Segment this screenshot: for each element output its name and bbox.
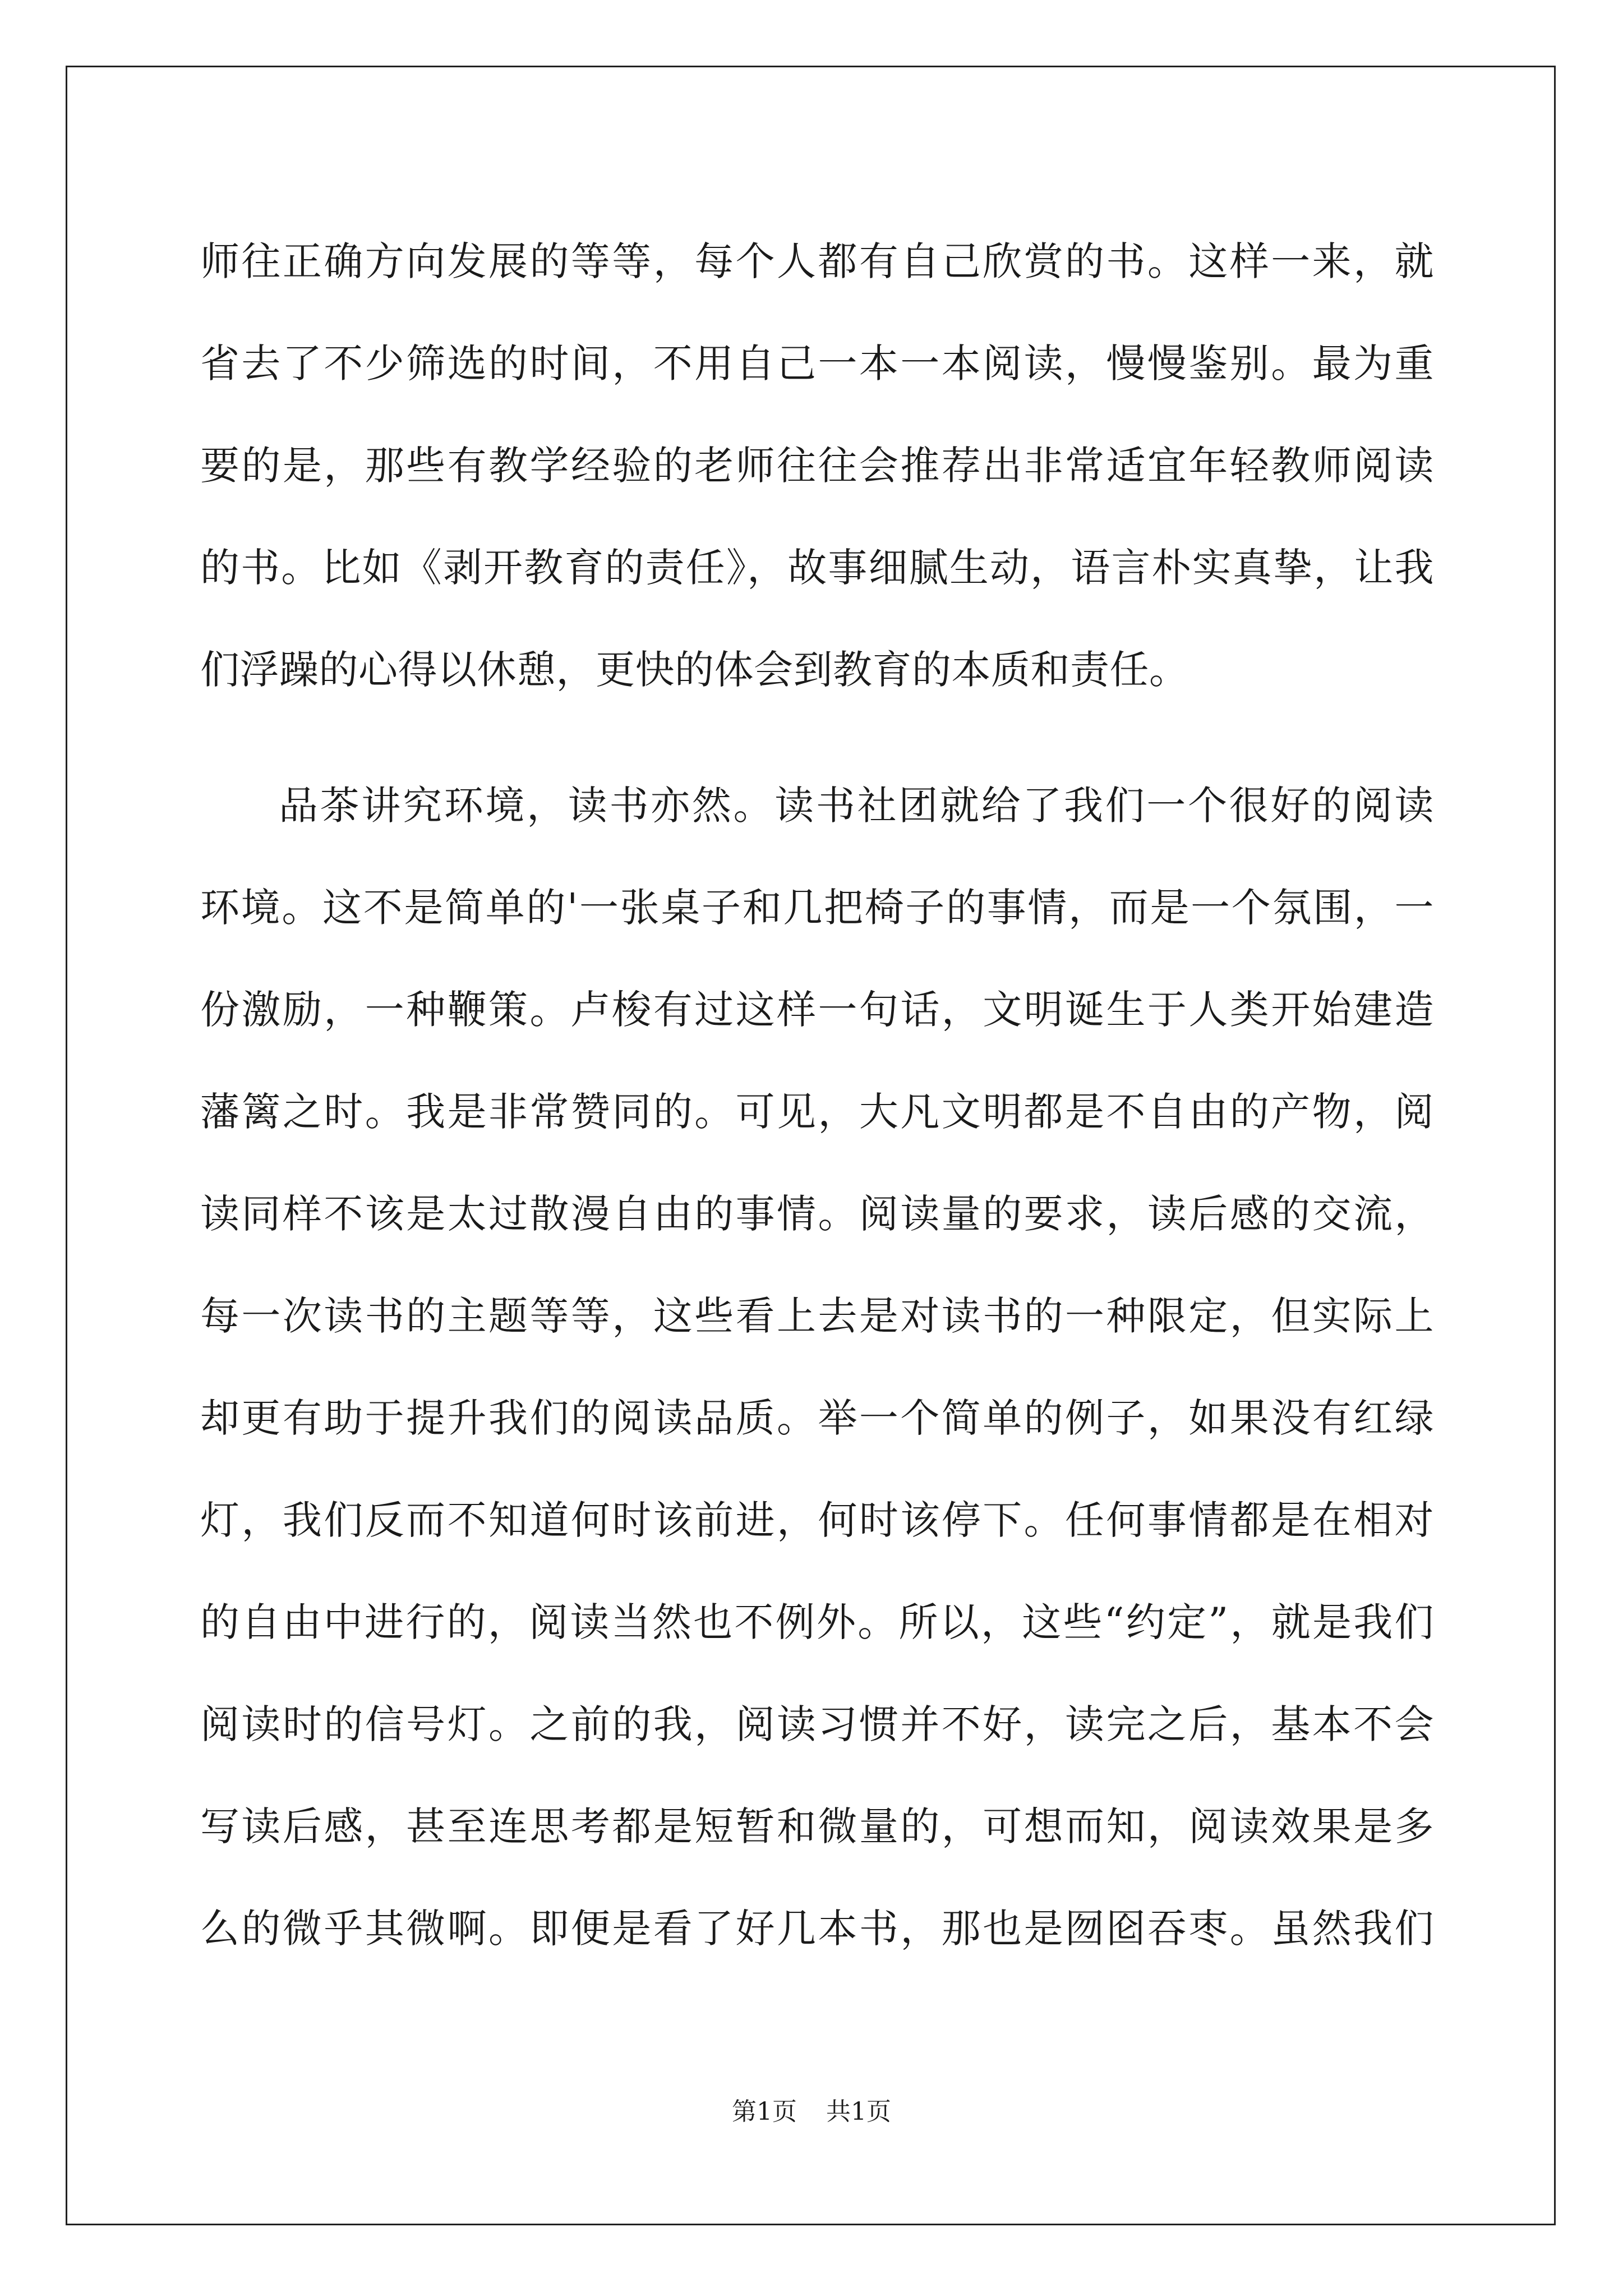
- text-line: 的自由中进行的，阅读当然也不例外。所以，这些“约定”，就是我们: [200, 1599, 1434, 1645]
- text-line: 份激励，一种鞭策。卢梭有过这样一句话，文明诞生于人类开始建造: [200, 987, 1434, 1033]
- text-line: 们浮躁的心得以休憩，更快的体会到教育的本质和责任。: [200, 647, 1189, 693]
- page-footer: [0, 2095, 1623, 2129]
- text-line: 么的微乎其微啊。即便是看了好几本书，那也是囫囵吞枣。虽然我们: [200, 1906, 1434, 1952]
- text-line: 写读后感，甚至连思考都是短暂和微量的，可想而知，阅读效果是多: [200, 1803, 1434, 1849]
- paragraph-1: [200, 210, 1434, 721]
- text-line: 要的是，那些有教学经验的老师往往会推荐出非常适宜年轻教师阅读: [200, 443, 1434, 489]
- text-line: 灯，我们反而不知道何时该前进，何时该停下。任何事情都是在相对: [200, 1497, 1434, 1543]
- document-body: [200, 210, 1434, 1980]
- text-line: 却更有助于提升我们的阅读品质。举一个简单的例子，如果没有红绿: [200, 1395, 1434, 1441]
- text-line: 环境。这不是简单的'一张桌子和几把椅子的事情，而是一个氛围，一: [200, 885, 1434, 931]
- page-total: 共1页: [826, 2097, 891, 2126]
- text-line: 藩篱之时。我是非常赞同的。可见，大凡文明都是不自由的产物，阅: [200, 1089, 1434, 1135]
- text-line: 省去了不少筛选的时间，不用自己一本一本阅读，慢慢鉴别。最为重: [200, 341, 1434, 386]
- paragraph-2: [200, 754, 1434, 1980]
- text-line: 每一次读书的主题等等，这些看上去是对读书的一种限定，但实际上: [200, 1293, 1434, 1339]
- text-line: 品茶讲究环境，读书亦然。读书社团就给了我们一个很好的阅读: [279, 783, 1434, 829]
- text-line: 师往正确方向发展的等等，每个人都有自己欣赏的书。这样一来，就: [200, 238, 1434, 284]
- text-line: 阅读时的信号灯。之前的我，阅读习惯并不好，读完之后，基本不会: [200, 1701, 1434, 1747]
- page-number: 第1页: [732, 2097, 797, 2126]
- text-line: 读同样不该是太过散漫自由的事情。阅读量的要求，读后感的交流，: [200, 1191, 1434, 1237]
- text-line: 的书。比如《剥开教育的责任》，故事细腻生动，语言朴实真挚，让我: [200, 545, 1434, 591]
